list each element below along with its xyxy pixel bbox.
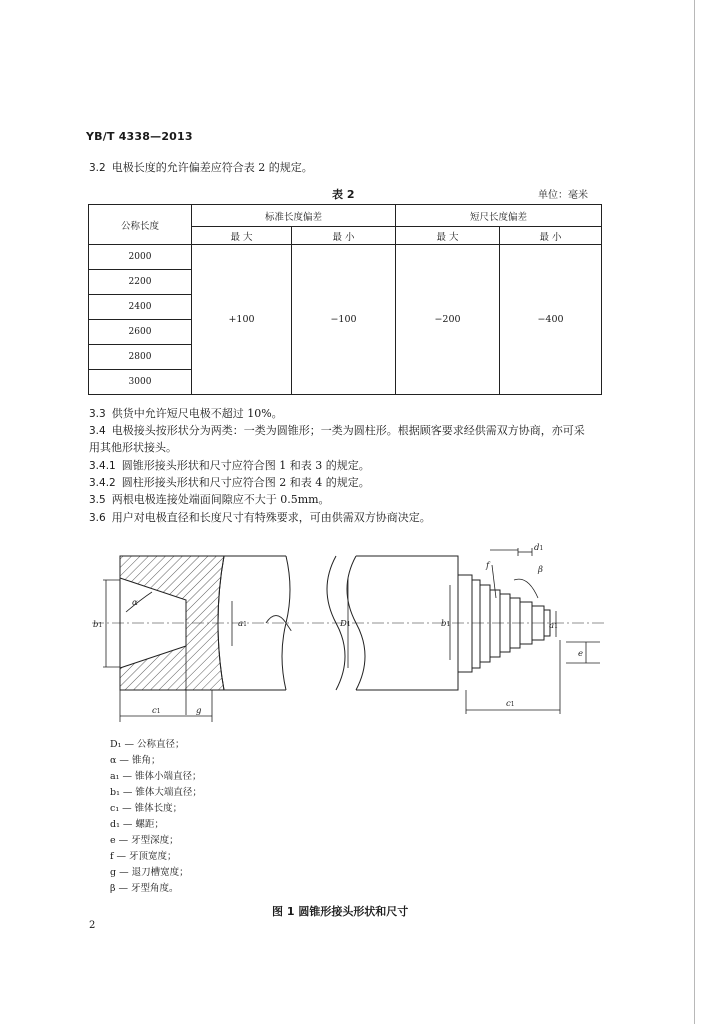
label-alpha: α <box>132 598 138 608</box>
cell-short-max: −200 <box>396 245 500 395</box>
label-D1: D1 <box>340 619 351 629</box>
legend-item: d₁ — 螺距； <box>110 819 164 830</box>
header-short-deviation: 短尺长度偏差 <box>396 205 602 227</box>
clause-number: 3.3 <box>89 408 106 420</box>
label-d1: d1 <box>534 543 544 553</box>
cell-short-min: −400 <box>500 245 602 395</box>
table-row-length: 3000 <box>89 370 192 395</box>
label-f: f <box>486 561 490 571</box>
label-c1-left: c1 <box>152 706 161 716</box>
header-short-max: 最 大 <box>396 227 500 245</box>
label-g: g <box>196 706 202 716</box>
figure-caption: 图 1 圆锥形接头形状和尺寸 <box>272 905 409 918</box>
clause-text: 两根电极连接处端面间隙应不大于 0.5mm。 <box>111 493 330 506</box>
cell-standard-min: −100 <box>292 245 396 395</box>
clause-text: 圆柱形接头形状和尺寸应符合图 2 和表 4 的规定。 <box>121 476 370 489</box>
clause-number: 3.2 <box>89 162 106 174</box>
table-caption: 表 2 <box>332 188 355 201</box>
clause-text: 电极接头按形状分为两类：一类为圆锥形；一类为圆柱形。根据顾客要求经供需双方协商，亦可采 <box>111 424 585 437</box>
clause-number: 3.4 <box>89 425 106 437</box>
clause-text: 圆锥形接头形状和尺寸应符合图 1 和表 3 的规定。 <box>121 459 370 472</box>
header-standard-max: 最 大 <box>192 227 292 245</box>
clause-number: 3.4.1 <box>89 460 116 472</box>
clause-number: 3.5 <box>89 494 106 506</box>
cell-standard-max: +100 <box>192 245 292 395</box>
table-row-length: 2800 <box>89 345 192 370</box>
legend-item: e — 牙型深度； <box>110 835 179 846</box>
table-row-length: 2400 <box>89 295 192 320</box>
label-c1-right: c1 <box>506 699 515 709</box>
label-e: e <box>578 649 584 659</box>
legend-item: f — 牙顶宽度； <box>110 851 177 862</box>
label-a1: a1 <box>238 619 247 629</box>
page-number: 2 <box>89 920 96 931</box>
clause-number: 3.4.2 <box>89 477 116 489</box>
table-row-length: 2200 <box>89 270 192 295</box>
legend-item: a₁ — 锥体小端直径； <box>110 771 202 782</box>
header-standard-min: 最 小 <box>292 227 396 245</box>
legend-item: β — 牙型角度。 <box>110 883 179 894</box>
clause-text: 电极长度的允许偏差应符合表 2 的规定。 <box>111 161 313 174</box>
header-short-min: 最 小 <box>500 227 602 245</box>
legend-item: D₁ — 公称直径； <box>110 739 185 750</box>
label-a1-right: a1 <box>549 621 558 631</box>
header-standard-deviation: 标准长度偏差 <box>192 205 396 227</box>
label-beta: β <box>538 565 543 575</box>
table-row-length: 2600 <box>89 320 192 345</box>
clause-3-4-continued: 用其他形状接头。 <box>89 441 177 454</box>
clause-text: 供货中允许短尺电极不超过 10%。 <box>111 407 283 420</box>
clause-number: 3.6 <box>89 512 106 524</box>
clause-text: 用户对电极直径和长度尺寸有特殊要求，可由供需双方协商决定。 <box>111 511 431 524</box>
legend-item: b₁ — 锥体大端直径； <box>110 787 202 798</box>
legend-item: g — 退刀槽宽度； <box>110 867 189 878</box>
right-electrode-view <box>327 548 600 714</box>
legend-item: c₁ — 锥体长度； <box>110 803 183 814</box>
label-b1: b1 <box>93 620 103 630</box>
table-unit-note: 单位：毫米 <box>538 190 588 201</box>
label-b1-right: b1 <box>441 619 451 629</box>
header-nominal-length: 公称长度 <box>89 205 192 245</box>
left-electrode-view <box>103 556 291 722</box>
standard-code-header: YB/T 4338—2013 <box>86 130 193 143</box>
legend-item: α — 锥角； <box>110 755 161 766</box>
table-row-length: 2000 <box>89 245 192 270</box>
